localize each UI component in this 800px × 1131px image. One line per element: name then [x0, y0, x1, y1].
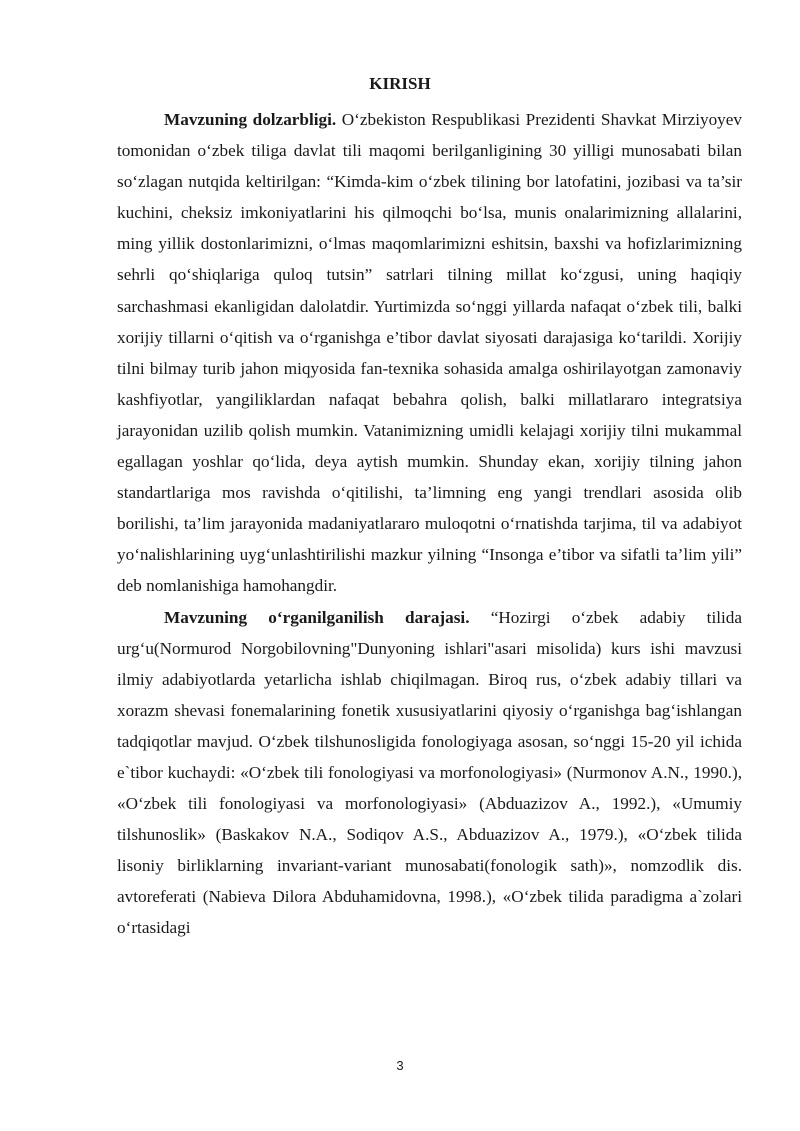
paragraph-text: O‘zbekiston Respublikasi Prezidenti Shavkat Mirziyoyev tomonidan o‘zbek tiliga davlat tili maqomi berilganligining 30 yilligi munosabati bilan so‘zlagan nutqida keltirilgan: “Kimda-kim o‘zbek tilining bor latofatini, jozibasi va ta’sir kuchini, cheksiz imkoniyatlarini his qilmoqchi bo‘lsa, munis onalarimizning allalarini, ming yillik dostonlarimizni, o‘lmas maqomlarimizni eshitsin, baxshi va hofizlarimizning sehrli qo‘shiqlariga quloq tutsin” satrlari tilning millat ko‘zgusi, uning haqiqiy sarchashmasi ekanligidan dalolatdir. Yurtimizda so‘nggi yillarda nafaqat o‘zbek tili, balki xorijiy tillarni o‘qitish va o‘rganishga e’tibor davlat siyosati darajasiga ko‘tarildi. Xorijiy tilni bilmay turib jahon miqyosida fan-texnika sohasida amalga oshirilayotgan zamonaviy kashfiyotlar, yangiliklardan nafaqat bebahra qolish, balki millatlararo integratsiya jarayonidan uzilib qolish mumkin. Vatanimizning umidli kelajagi xorijiy tilni mukammal egallagan yoshlar qo‘lida, deya aytish mumkin. Shunday ekan, xorijiy tilning jahon standartlariga mos ravishda o‘qitilishi, ta’limning eng yangi trendlari asosida olib borilishi, ta’lim jarayonida madaniyatlararo muloqotni o‘rnatishda tarjima, til va adabiyot yo‘nalishlarining uyg‘unlashtirilishi mazkur yilning “Insonga e’tibor va sifatli ta’lim yili” deb nomlanishiga hamohangdir. — [117, 110, 742, 596]
paragraph-heading: Mavzuning o‘rganilganilish darajasi. — [164, 607, 470, 627]
body-text — [117, 104, 742, 944]
paragraph-study-degree — [117, 602, 742, 944]
paragraph-heading: Mavzuning dolzarbligi. — [164, 110, 337, 129]
section-title: KIRISH — [369, 74, 431, 93]
paragraph-relevance — [117, 104, 742, 602]
page-number: 3 — [396, 1058, 404, 1073]
paragraph-text: “Hozirgi o‘zbek adabiy tilida urg‘u(Normurod Norgobilovning"Dunyoning ishlari"asari misolida) kurs ishi mavzusi ilmiy adabiyotlarda yetarlicha ishlab chiqilmagan. Biroq rus, o‘zbek adabiy tillari va xorazm shevasi fonemalarining fonetik xususiyatlarini qiyosiy o‘rganishga bag‘ishlangan tadqiqotlar mavjud. O‘zbek tilshunosligida fonologiyaga asosan, so‘nggi 15-20 yil ichida e`tibor kuchaydi: «O‘zbek tili fonologiyasi va morfonologiyasi» (Nurmonov A.N., 1990.), «O‘zbek tili fonologiyasi va morfonologiyasi» (Abduazizov A., 1992.), «Umumiy tilshunoslik» (Baskakov N.A., Sodiqov A.S., Abduazizov A., 1979.), «O‘zbek tilida lisoniy birliklarning invariant-variant munosabati(fonologik sath)», nomzodlik dis. avtoreferati (Nabieva Dilora Abduhamidovna, 1998.), «O‘zbek tilida paradigma a`zolari o‘rtasidagi — [117, 607, 742, 938]
